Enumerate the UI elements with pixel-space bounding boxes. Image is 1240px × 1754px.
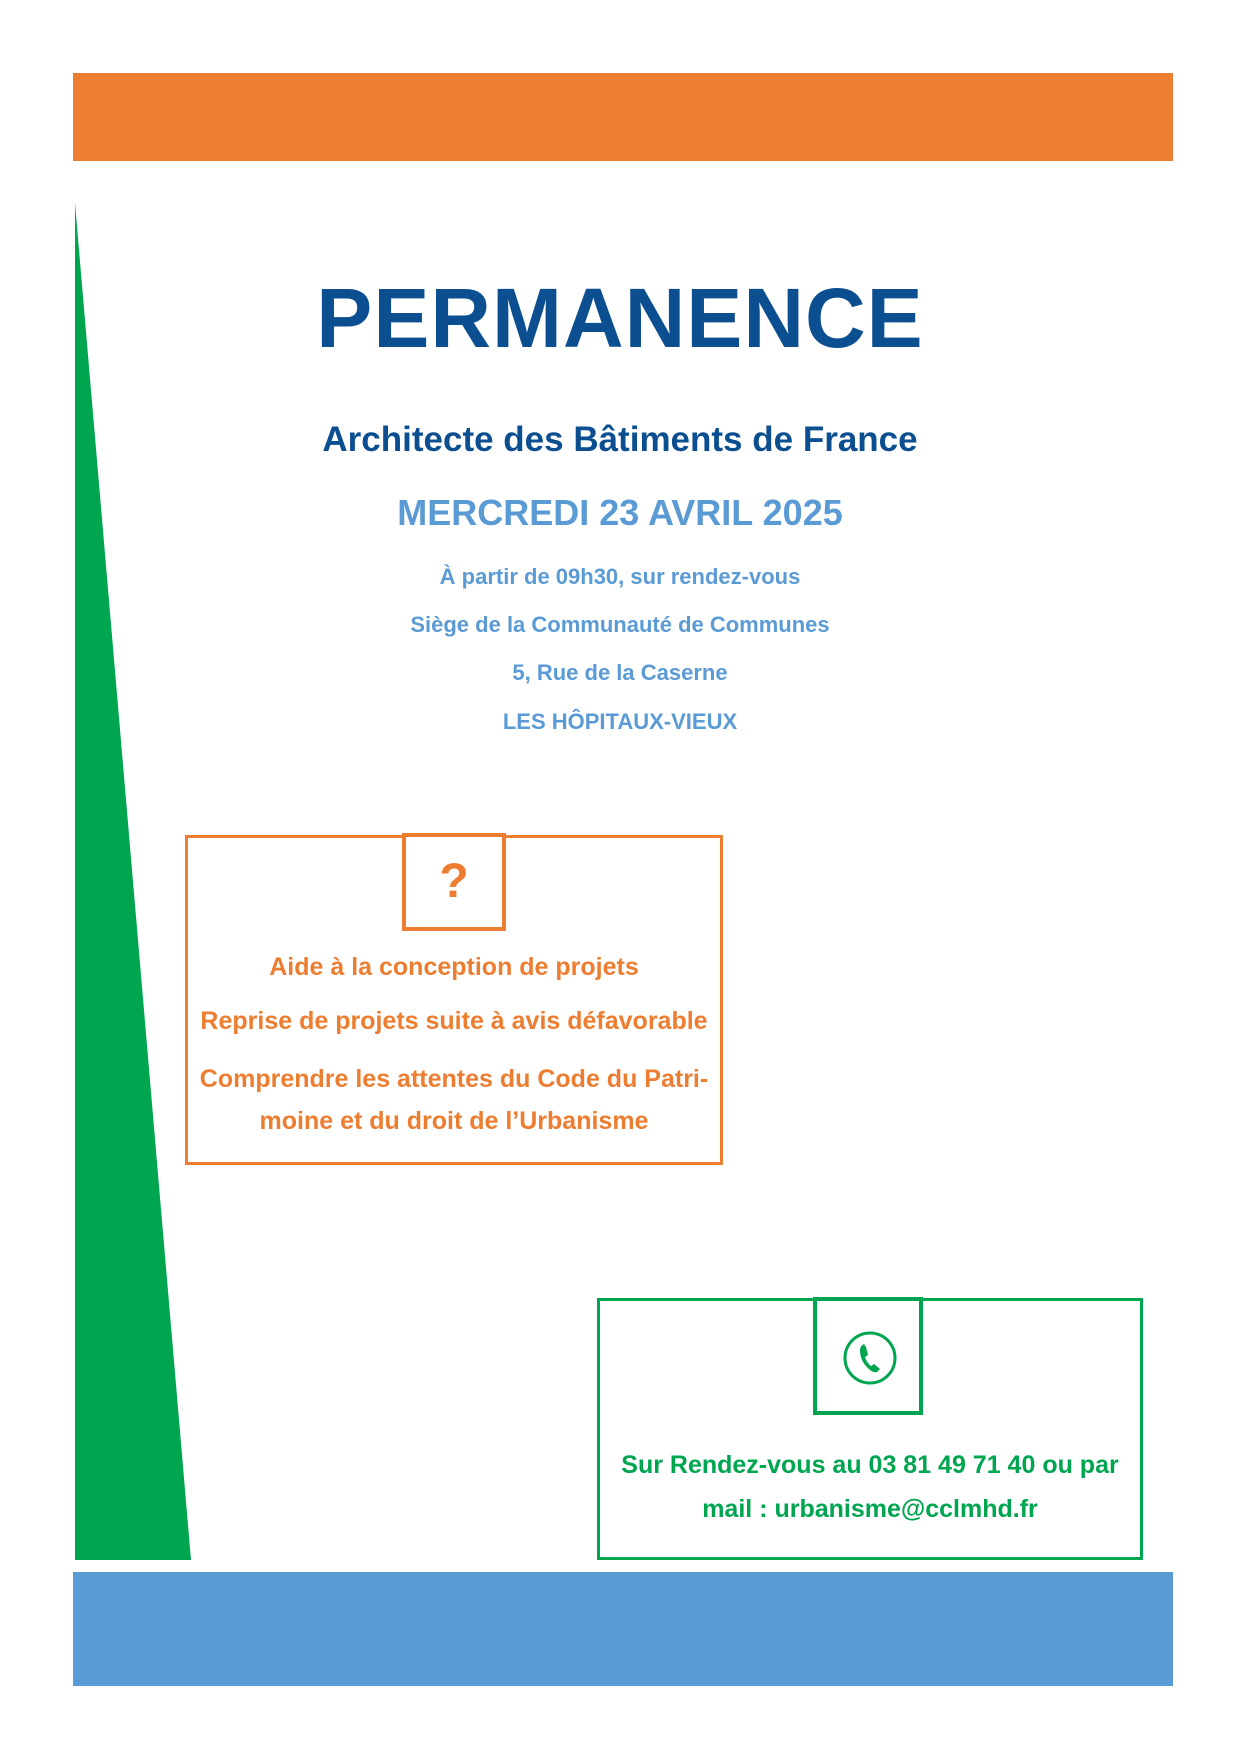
contact-phone-line: Sur Rendez-vous au 03 81 49 71 40 ou par (621, 1451, 1119, 1479)
event-street: 5, Rue de la Caserne (512, 660, 728, 685)
service-item-code-line2: moine et du droit de l’Urbanisme (259, 1107, 649, 1135)
service-item-reprise: Reprise de projets suite à avis défavorable (200, 1007, 708, 1035)
page-subtitle: Architecte des Bâtiments de France (322, 420, 918, 459)
event-city: LES HÔPITAUX-VIEUX (502, 709, 738, 734)
phone-icon-tab (813, 1297, 923, 1415)
service-item-code-line1: Comprendre les attentes du Code du Patri- (199, 1065, 709, 1093)
contact-info (600, 1443, 1140, 1531)
top-orange-bar (73, 73, 1173, 161)
event-date: MERCREDI 23 AVRIL 2025 (397, 492, 843, 533)
bottom-blue-bar (73, 1572, 1173, 1686)
contact-email-line: mail : urbanisme@cclmhd.fr (702, 1495, 1038, 1523)
services-list (188, 950, 720, 1142)
service-item-conception: Aide à la conception de projets (269, 953, 639, 981)
phone-icon (842, 1330, 898, 1386)
question-mark-icon: ? (402, 833, 506, 931)
event-location: Siège de la Communauté de Communes (410, 612, 830, 637)
event-time: À partir de 09h30, sur rendez-vous (439, 564, 801, 589)
page-title: PERMANENCE (316, 271, 924, 365)
